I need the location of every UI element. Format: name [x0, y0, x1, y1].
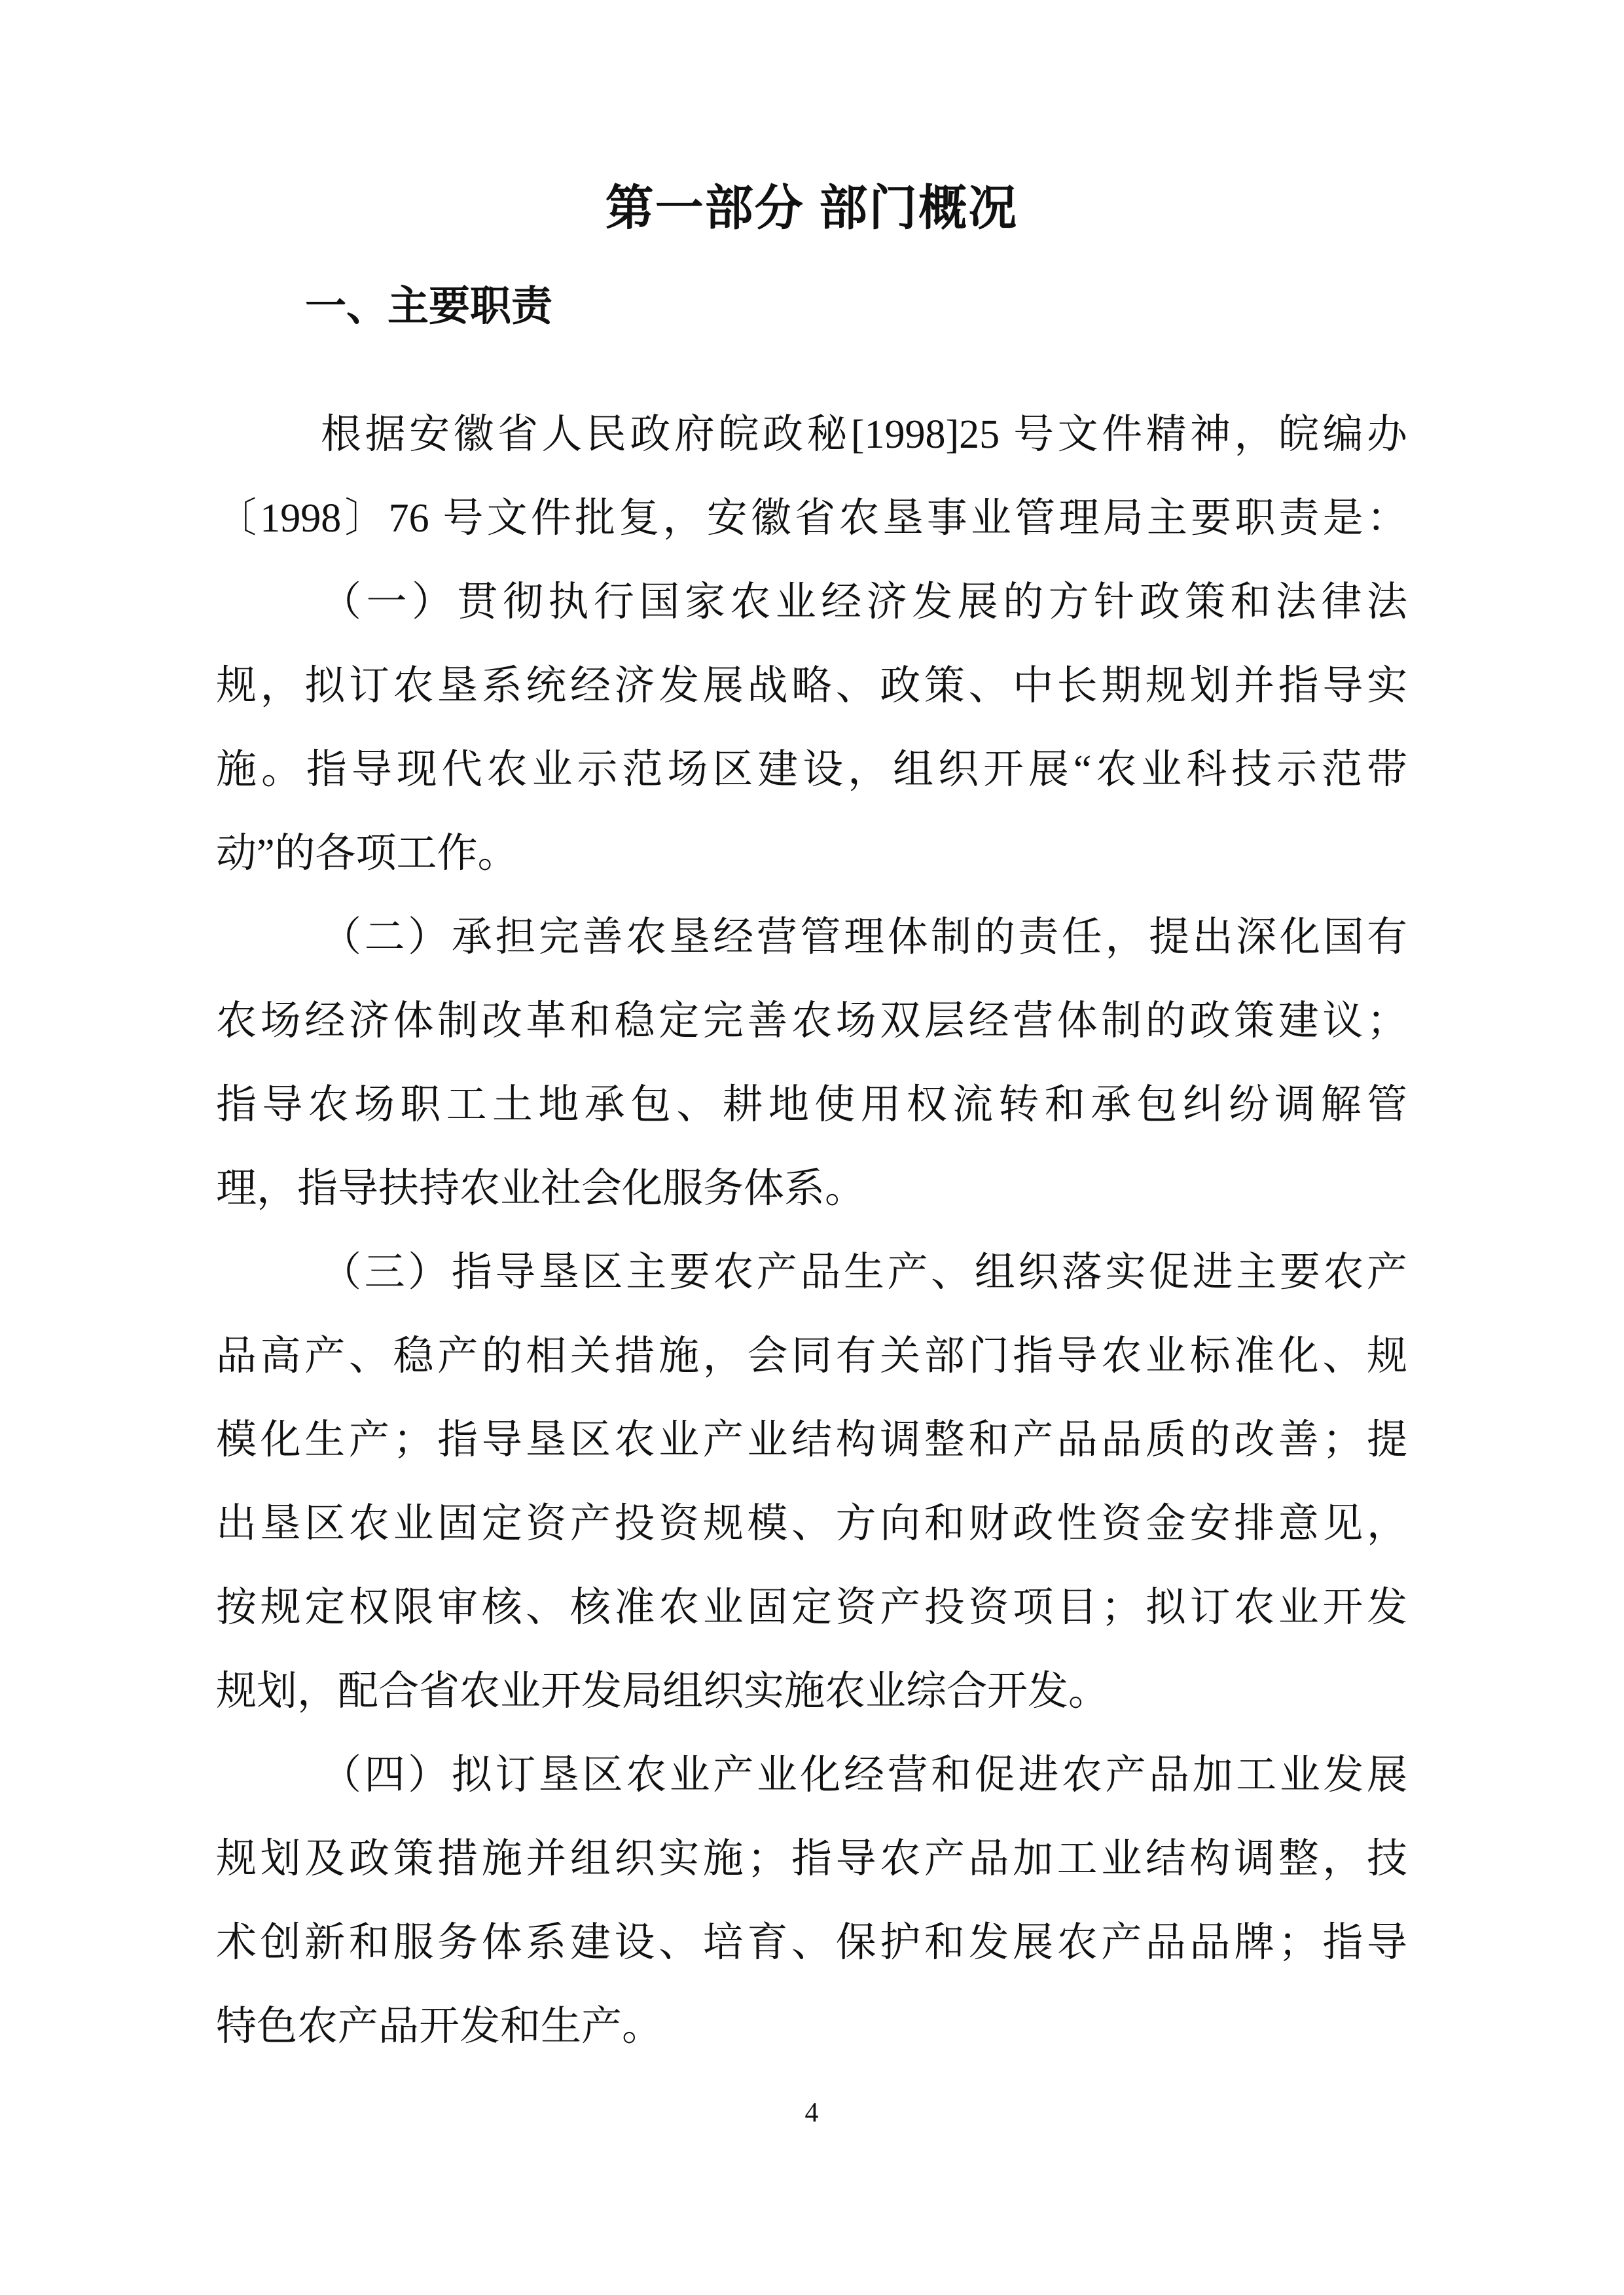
page-title: 第一部分 部门概况 [605, 181, 1019, 235]
text-line: 特色农产品开发和生产。 [216, 2004, 663, 2049]
text-line: 规划及政策措施并组织实施；指导农产品加工业结构调整，技 [216, 1837, 1407, 1881]
text-line: 模化生产；指导垦区农业产业结构调整和产品品质的改善；提 [216, 1418, 1407, 1462]
text-line: 指导农场职工土地承包、耕地使用权流转和承包纠纷调解管 [216, 1083, 1407, 1127]
page-number: 4 [804, 2098, 819, 2128]
text-line: 根据安徽省人民政府皖政秘[1998]25 号文件精神，皖编办 [321, 412, 1407, 457]
text-line: 按规定权限审核、核准农业固定资产投资项目；拟订农业开发 [216, 1585, 1407, 1630]
text-line: 施。指导现代农业示范场区建设，组织开展“农业科技示范带 [216, 748, 1407, 792]
text-line: 规，拟订农垦系统经济发展战略、政策、中长期规划并指导实 [216, 664, 1407, 708]
text-line: （四）拟订垦区农业产业化经营和促进农产品加工业发展 [321, 1753, 1407, 1798]
text-line: 动”的各项工作。 [216, 831, 518, 876]
text-line: 〔1998〕76 号文件批复，安徽省农垦事业管理局主要职责是： [216, 496, 1407, 541]
text-line: （二）承担完善农垦经营管理体制的责任，提出深化国有 [321, 915, 1407, 960]
text-line: 农场经济体制改革和稳定完善农场双层经营体制的政策建议； [216, 999, 1407, 1043]
text-line: （三）指导垦区主要农产品生产、组织落实促进主要农产 [321, 1250, 1407, 1295]
text-line: 理，指导扶持农业社会化服务体系。 [216, 1166, 866, 1211]
text-line: （一）贯彻执行国家农业经济发展的方针政策和法律法 [321, 580, 1407, 624]
text-line: 术创新和服务体系建设、培育、保护和发展农产品品牌；指导 [216, 1921, 1407, 1965]
document-body [216, 393, 1407, 2069]
section-heading: 一、主要职责 [305, 283, 552, 329]
text-line: 品高产、稳产的相关措施，会同有关部门指导农业标准化、规 [216, 1334, 1407, 1379]
text-line: 规划，配合省农业开发局组织实施农业综合开发。 [216, 1669, 1110, 1714]
text-line: 出垦区农业固定资产投资规模、方向和财政性资金安排意见， [216, 1502, 1407, 1546]
